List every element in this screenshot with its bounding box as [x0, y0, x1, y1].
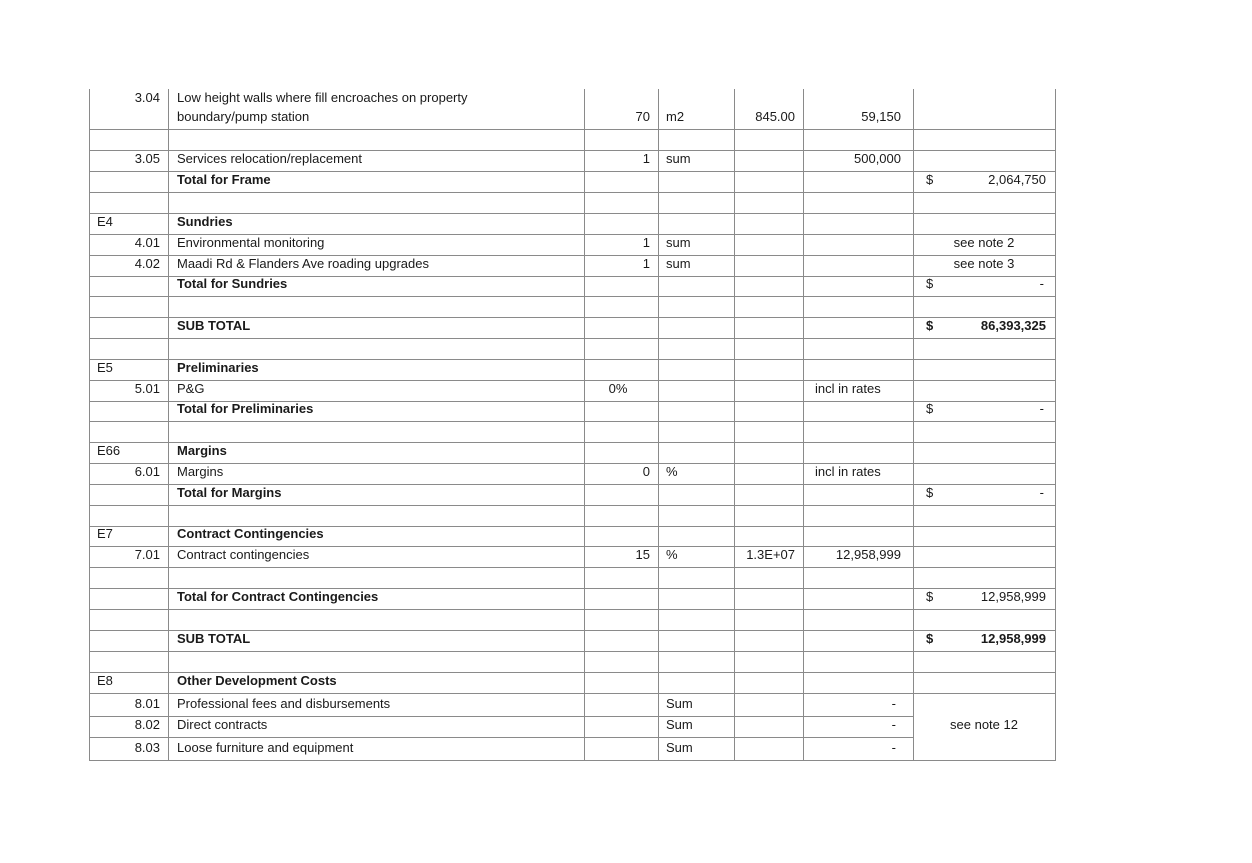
unit: Sum	[666, 717, 693, 732]
merged-note-reference: see note 12	[950, 717, 1018, 732]
column-divider	[734, 89, 735, 760]
item-number: 3.05	[134, 151, 160, 166]
row-divider	[89, 737, 913, 738]
item-description: Services relocation/replacement	[177, 151, 362, 166]
column-divider	[89, 89, 90, 760]
row-divider	[89, 129, 1056, 130]
item-number: 8.01	[134, 696, 160, 711]
row-divider	[89, 505, 1056, 506]
currency-symbol: $	[926, 589, 934, 604]
row-heading: Margins	[177, 443, 227, 458]
rate: 845.00	[755, 109, 795, 124]
row-heading: Total for Frame	[177, 172, 271, 187]
amount: 59,150	[861, 109, 901, 124]
row-divider	[89, 760, 1056, 761]
amount: -	[891, 696, 896, 711]
item-number: 6.01	[134, 464, 160, 479]
unit: sum	[666, 151, 691, 166]
item-description: Margins	[177, 464, 224, 479]
item-description: Low height walls where fill encroaches on property	[177, 90, 468, 105]
item-number: 8.02	[134, 717, 160, 732]
section-code: E66	[97, 443, 121, 458]
item-number: 5.01	[134, 381, 160, 396]
item-description: Contract contingencies	[177, 547, 310, 562]
row-divider	[89, 651, 1056, 652]
item-description: Environmental monitoring	[177, 235, 325, 250]
row-heading: Contract Contingencies	[177, 526, 324, 541]
total-amount: -	[1039, 276, 1044, 291]
row-heading: Preliminaries	[177, 360, 259, 375]
item-description: P&G	[177, 381, 205, 396]
total-amount: 86,393,325	[980, 318, 1046, 333]
quantity: 70	[635, 109, 650, 124]
row-divider	[89, 693, 1056, 694]
total-amount: 12,958,999	[980, 589, 1046, 604]
total-amount: -	[1039, 401, 1044, 416]
quantity: 0%	[608, 381, 628, 396]
amount: -	[891, 717, 896, 732]
quantity: 1	[642, 235, 650, 250]
unit: %	[666, 547, 678, 562]
currency-symbol: $	[926, 276, 934, 291]
unit: sum	[666, 256, 691, 271]
total-amount: 12,958,999	[980, 631, 1046, 646]
row-heading: SUB TOTAL	[177, 318, 251, 333]
row-heading: Total for Preliminaries	[177, 401, 314, 416]
row-divider	[89, 192, 1056, 193]
quantity: 1	[642, 256, 650, 271]
column-divider	[803, 89, 804, 760]
item-description: Loose furniture and equipment	[177, 740, 354, 755]
rate: 1.3E+07	[746, 547, 795, 562]
currency-symbol: $	[926, 172, 934, 187]
note-reference: see note 2	[953, 235, 1015, 250]
column-divider	[658, 89, 659, 760]
quantity: 15	[635, 547, 650, 562]
column-divider	[1055, 89, 1056, 760]
row-heading: Total for Contract Contingencies	[177, 589, 379, 604]
row-divider	[89, 338, 1056, 339]
column-divider	[913, 89, 914, 760]
row-divider	[89, 567, 1056, 568]
currency-symbol: $	[926, 401, 934, 416]
rate-note: incl in rates	[815, 381, 881, 396]
row-heading: Total for Sundries	[177, 276, 288, 291]
item-number: 4.01	[134, 235, 160, 250]
unit: Sum	[666, 696, 693, 711]
item-number: 3.04	[134, 90, 160, 105]
section-code: E7	[97, 526, 113, 541]
section-code: E5	[97, 360, 113, 375]
column-divider	[584, 89, 585, 760]
row-heading: Other Development Costs	[177, 673, 337, 688]
amount: -	[891, 740, 896, 755]
row-divider	[89, 421, 1056, 422]
row-divider	[89, 609, 1056, 610]
amount: 500,000	[854, 151, 901, 166]
unit: m2	[666, 109, 685, 124]
currency-symbol: $	[926, 318, 934, 333]
total-amount: 2,064,750	[988, 172, 1046, 187]
unit: Sum	[666, 740, 693, 755]
unit: sum	[666, 235, 691, 250]
currency-symbol: $	[926, 631, 934, 646]
row-divider	[89, 296, 1056, 297]
note-reference: see note 3	[953, 256, 1015, 271]
currency-symbol: $	[926, 485, 934, 500]
item-description: Maadi Rd & Flanders Ave roading upgrades	[177, 256, 429, 271]
amount: 12,958,999	[835, 547, 901, 562]
item-description: Professional fees and disbursements	[177, 696, 391, 711]
item-number: 8.03	[134, 740, 160, 755]
row-heading: Sundries	[177, 214, 233, 229]
quantity: 1	[642, 151, 650, 166]
column-divider	[168, 89, 169, 760]
section-code: E4	[97, 214, 113, 229]
total-amount: -	[1039, 485, 1044, 500]
rate-note: incl in rates	[815, 464, 881, 479]
item-description-line2: boundary/pump station	[177, 109, 310, 124]
row-heading: Total for Margins	[177, 485, 282, 500]
section-code: E8	[97, 673, 113, 688]
item-number: 7.01	[134, 547, 160, 562]
row-heading: SUB TOTAL	[177, 631, 251, 646]
quantity: 0	[642, 464, 650, 479]
unit: %	[666, 464, 678, 479]
item-number: 4.02	[134, 256, 160, 271]
estimate-table	[89, 89, 1056, 760]
item-description: Direct contracts	[177, 717, 268, 732]
